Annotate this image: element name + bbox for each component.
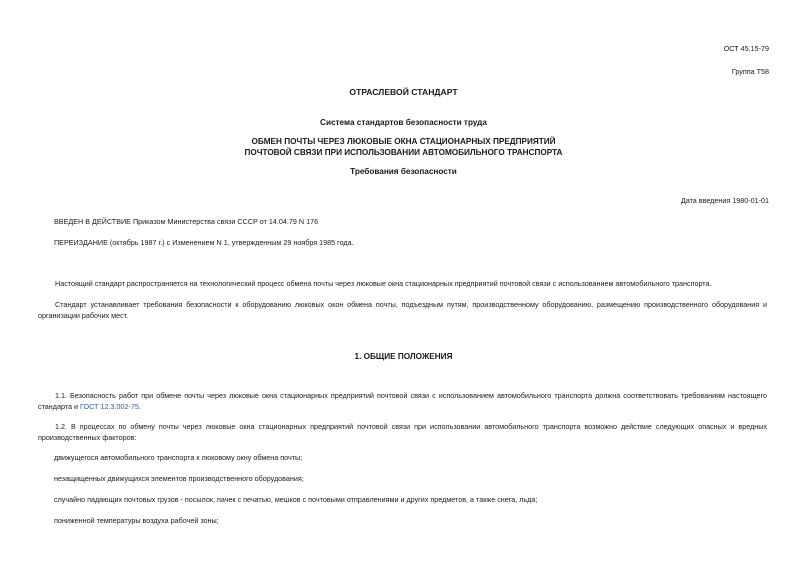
section-1-heading: 1. ОБЩИЕ ПОЛОЖЕНИЯ bbox=[354, 352, 453, 361]
introduction-date: Дата введения 1980-01-01 bbox=[680, 196, 769, 205]
introduced-by: ВВЕДЕН В ДЕЙСТВИЕ Приказом Министерства связи СССР от 14.04.79 N 176 bbox=[54, 217, 319, 226]
clause-1-1 bbox=[38, 390, 767, 412]
scope-paragraph: Настоящий стандарт распространяется на технологический процесс обмена почты через люковые окна стационарных предприятий почтовой связи с использованием автомобильного транспорта. bbox=[55, 279, 712, 288]
document-code: ОСТ 45.15-79 bbox=[723, 44, 769, 53]
list-item: движущегося автомобильного транспорта к люковому окну обмена почты; bbox=[54, 453, 303, 462]
list-item: случайно падающих почтовых грузов - посылок, пачек с печатью, мешков с почтовыми отправлениями и других предметов, а также снега, льда; bbox=[54, 495, 538, 504]
document-title: ОТРАСЛЕВОЙ СТАНДАРТ bbox=[349, 87, 458, 97]
main-title-line-1: ОБМЕН ПОЧТЫ ЧЕРЕЗ ЛЮКОВЫЕ ОКНА СТАЦИОНАРНЫХ ПРЕДПРИЯТИЙ bbox=[251, 137, 556, 146]
document-group: Группа Т58 bbox=[731, 67, 769, 76]
list-item: пониженной температуры воздуха рабочей зоны; bbox=[54, 516, 219, 525]
document-subtitle: Требования безопасности bbox=[350, 167, 457, 176]
main-title-line-2: ПОЧТОВОЙ СВЯЗИ ПРИ ИСПОЛЬЗОВАНИИ АВТОМОБИЛЬНОГО ТРАНСПОРТА bbox=[244, 148, 563, 157]
clause-1-1-text: 1.1. Безопасность работ при обмене почты через люковые окна стационарных предприятий почтовой связи с использованием автомобильного транспорта должна соответствовать требованиям настоящего стандарта и bbox=[38, 391, 767, 411]
requirements-paragraph: Стандарт устанавливает требования безопасности к оборудованию люковых окон обмена почты, подъездным путям, производственному оборудованию, размещению производственного оборудования и организации рабочих мест. bbox=[38, 300, 767, 320]
list-item: незащищенных движущихся элементов производственного оборудования; bbox=[54, 474, 304, 483]
gost-link[interactable]: ГОСТ 12.3.002-75 bbox=[80, 402, 139, 411]
clause-1-1-end: . bbox=[138, 402, 141, 411]
clause-1-2: 1.2. В процессах по обмену почты через люковые окна стационарных предприятий почтовой связи при использовании автомобильного транспорта возможно действие следующих опасных и вредных производственных факторов: bbox=[38, 422, 767, 442]
system-title: Система стандартов безопасности труда bbox=[320, 118, 487, 127]
reissue-note: ПЕРЕИЗДАНИЕ (октябрь 1987 г.) с Изменением N 1, утвержденным 29 ноября 1985 года. bbox=[54, 238, 354, 247]
